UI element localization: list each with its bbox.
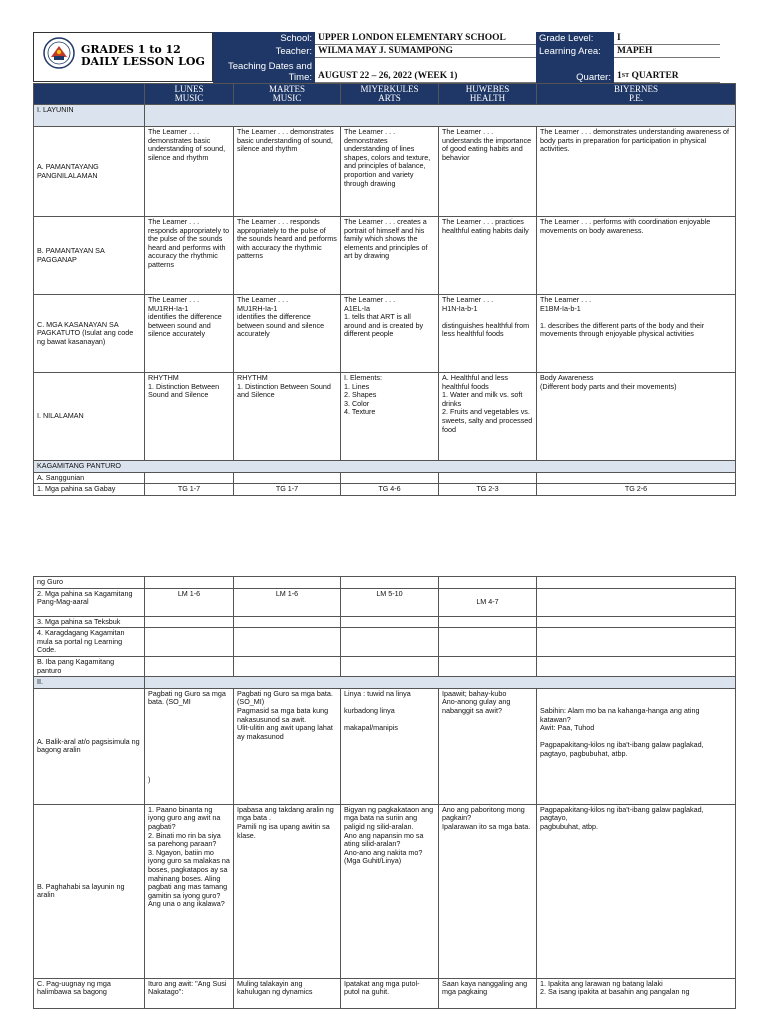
table-cell: LM 1-6 xyxy=(145,588,234,616)
table-cell: Linya : tuwid na linya kurbadong linya makapal/manipis xyxy=(341,688,439,804)
lm-row xyxy=(34,588,736,616)
table-cell: Bigyan ng pagkakataon ang mga bata na suriin ang paligid ng silid-aralan. Ano ang napansin mo sa ating silid-aralan? Ano-ano ang nakita mo? (Mga Guhit/Linya) xyxy=(341,804,439,978)
school-label: School: xyxy=(213,32,315,45)
gabay-label: 1. Mga pahina sa Gabay xyxy=(34,484,145,496)
table-cell: The Learner . . . performs with coordination enjoyable movements on body awareness. xyxy=(537,217,736,295)
day-header-monday xyxy=(145,84,234,105)
pag-uugnay-label: C. Pag-uugnay ng mga halimbawa sa bagong xyxy=(34,978,145,1008)
table-cell: 1. Paano binanta ng iyong guro ang awit na pagbati? 2. Binati mo rin ba siya sa parehong paraan? 3. Ngayon, batiin mo iyong guro sa malakas na boses, pagkatapos ay sa mahinang boses. Aling pagbati ang mas tamang gamitin sa iyong guro? Ang una o ang ikalawa? xyxy=(145,804,234,978)
table-cell: LM 5-10 xyxy=(341,588,439,616)
gabay-label-continued: ng Guro xyxy=(34,577,145,589)
table-cell xyxy=(145,656,234,676)
header-info-table xyxy=(213,32,720,83)
mga-kasanayan-label: C. MGA KASANAYAN SA PAGKATUTO (Isulat ang code ng bawat kasanayan) xyxy=(34,295,145,373)
table-cell: The Learner . . . MU1RH-Ia-1 identifies the difference between sound and silence accurately xyxy=(234,295,341,373)
kagamitang-panturo-row xyxy=(34,461,736,473)
row-nilalaman xyxy=(34,373,736,461)
quarter-suffix: ST xyxy=(621,73,630,79)
pamantayan-sa-pagganap-label: B. PAMANTAYAN SA PAGGANAP xyxy=(34,217,145,295)
table-cell xyxy=(537,588,736,616)
table-cell: Ipatakat ang mga putol-putol na guhit. xyxy=(341,978,439,1008)
day-name: MARTES xyxy=(269,84,305,94)
table-cell: The Learner . . . demonstrates understanding of lines shapes, colors and texture, and principles of balance, proportion and variety through drawing xyxy=(341,127,439,217)
table-cell: Sabihin: Alam mo ba na kahanga-hanga ang ating katawan? Awit: Paa, Tuhod Pagpapakitang-kilos ng iba't-ibang galaw paglakad, pagtayo, pagbubuhat, atbp. xyxy=(537,688,736,804)
table-cell: TG 2-6 xyxy=(537,484,736,496)
day-name: HUWEBES xyxy=(465,84,510,94)
table-cell xyxy=(537,616,736,628)
table-cell: LM 1-6 xyxy=(234,588,341,616)
table-cell: The Learner . . . A1EL-Ia 1. tells that ART is all around and is created by different people xyxy=(341,295,439,373)
layunin-row xyxy=(34,105,736,127)
layunin-label: I. LAYUNIN xyxy=(34,105,145,127)
table-cell: Ano ang paboritong mong pagkain? Ipalarawan ito sa mga bata. xyxy=(439,804,537,978)
lesson-log-table-page1 xyxy=(33,83,736,496)
dll-title-line1: GRADES 1 to 12 xyxy=(81,43,181,56)
karagdagang-label: 4. Karagdagang Kagamitan mula sa portal ng Learning Code. xyxy=(34,628,145,657)
table-cell: Ipaawit; bahay-kubo Ano-anong gulay ang nabanggit sa awit? xyxy=(439,688,537,804)
table-cell: LM 4-7 xyxy=(439,588,537,616)
row-pamantayang-pangnilalaman xyxy=(34,127,736,217)
balik-aral-row xyxy=(34,688,736,804)
table-cell: I. Elements: 1. Lines 2. Shapes 3. Color 4. Texture xyxy=(341,373,439,461)
table-cell xyxy=(145,577,234,589)
quarter-number: 1 xyxy=(617,71,622,81)
gabay-continued-row xyxy=(34,577,736,589)
table-cell xyxy=(439,656,537,676)
sanggunian-label: A. Sanggunian xyxy=(34,472,145,484)
teacher-value: WILMA MAY J. SUMAMPONG xyxy=(315,45,536,58)
iba-pang-row xyxy=(34,656,736,676)
table-cell xyxy=(537,656,736,676)
table-cell xyxy=(537,577,736,589)
table-cell: Ituro ang awit: "Ang Susi Nakatago": xyxy=(145,978,234,1008)
table-cell: 1. Ipakita ang larawan ng batang lalaki 2. Sa isang ipakita at basahin ang pangalan ng xyxy=(537,978,736,1008)
table-cell xyxy=(341,656,439,676)
row-pamantayan-sa-pagganap xyxy=(34,217,736,295)
day-name: LUNES xyxy=(174,84,204,94)
balik-aral-label: A. Balik-aral at/o pagsisimula ng bagong aralin xyxy=(34,688,145,804)
table-cell: The Learner . . . demonstrates basic understanding of sound, silence and rhythm xyxy=(234,127,341,217)
table-cell: The Learner . . . understands the importance of good eating habits and behavior xyxy=(439,127,537,217)
table-cell xyxy=(145,616,234,628)
table-cell: Pagpapakitang-kilos ng iba't-ibang galaw paglakad, pagtayo, pagbubuhat, atbp. xyxy=(537,804,736,978)
day-header-blank xyxy=(34,84,145,105)
day-header-wednesday xyxy=(341,84,439,105)
dll-header xyxy=(33,32,733,82)
table-cell: A. Healthful and less healthful foods 1. Water and milk vs. soft drinks 2. Fruits and vegetables vs. sweets, salty and processed food xyxy=(439,373,537,461)
table-cell xyxy=(234,472,341,484)
logo-title-box xyxy=(33,32,213,82)
day-header-friday xyxy=(537,84,736,105)
karagdagang-row xyxy=(34,628,736,657)
table-cell: Ipabasa ang takdang aralin ng mga bata . Pamili ng isa upang awitin sa klase. xyxy=(234,804,341,978)
grade-value: I xyxy=(614,32,720,45)
day-subject: ARTS xyxy=(378,93,401,103)
paghahabi-label: B. Paghahabi sa layunin ng aralin xyxy=(34,804,145,978)
table-cell xyxy=(439,616,537,628)
table-cell: The Learner . . . E1BM-Ia-b-1 1. describes the different parts of the body and their movements through enjoyable physical activities xyxy=(537,295,736,373)
table-cell: The Learner . . . creates a portrait of himself and his family which shows the elements and principles of art by drawing xyxy=(341,217,439,295)
grade-label: Grade Level: xyxy=(536,32,614,45)
day-subject: MUSIC xyxy=(272,93,302,103)
table-cell xyxy=(341,472,439,484)
table-cell: TG 1-7 xyxy=(234,484,341,496)
table-cell: The Learner . . . MU1RH-Ia-1 identifies the difference between sound and silence accurately xyxy=(145,295,234,373)
table-cell: Pagbati ng Guro sa mga bata. (SO_MI ) xyxy=(145,688,234,804)
quarter-label: Quarter: xyxy=(536,58,614,83)
layunin-empty xyxy=(145,105,736,127)
deped-seal-icon xyxy=(43,37,75,69)
table-cell: RHYTHM 1. Distinction Between Sound and Silence xyxy=(145,373,234,461)
table-cell xyxy=(234,628,341,657)
table-cell xyxy=(439,472,537,484)
table-cell: The Learner . . . responds appropriately to the pulse of the sounds heard and performs with accuracy the rhythmic patterns xyxy=(234,217,341,295)
table-cell: The Learner . . . responds appropriately to the pulse of the sounds heard and performs with accuracy the rhythmic patterns xyxy=(145,217,234,295)
table-cell xyxy=(439,628,537,657)
table-cell xyxy=(439,577,537,589)
table-cell: The Learner . . . H1N-Ia-b-1 distinguishes healthful from less healthful foods xyxy=(439,295,537,373)
day-header-thursday xyxy=(439,84,537,105)
table-cell: Saan kaya nanggaling ang mga pagkaing xyxy=(439,978,537,1008)
table-cell xyxy=(145,472,234,484)
table-cell: TG 1-7 xyxy=(145,484,234,496)
quarter-value xyxy=(614,58,720,83)
lesson-log-table-page2 xyxy=(33,576,736,1009)
table-cell: Pagbati ng Guro sa mga bata. (SO_MI) Pagmasid sa mga bata kung nakasusunod sa awit. Ulit-ulitin ang awit upang lahat ay makasunod xyxy=(234,688,341,804)
dates-value: AUGUST 22 – 26, 2022 (WEEK 1) xyxy=(315,58,536,83)
teacher-label: Teacher: xyxy=(213,45,315,58)
dates-label: Teaching Dates and Time: xyxy=(213,58,315,83)
sanggunian-row xyxy=(34,472,736,484)
paghahabi-row xyxy=(34,804,736,978)
quarter-word: QUARTER xyxy=(631,71,679,81)
teksbuk-label: 3. Mga pahina sa Teksbuk xyxy=(34,616,145,628)
table-cell xyxy=(341,628,439,657)
gabay-row xyxy=(34,484,736,496)
table-cell xyxy=(145,628,234,657)
table-cell: The Learner . . . demonstrates understanding awareness of body parts in preparation for participation in physical activities. xyxy=(537,127,736,217)
table-cell xyxy=(341,577,439,589)
area-label: Learning Area: xyxy=(536,45,614,58)
table-cell xyxy=(537,472,736,484)
iba-pang-label: B. Iba pang Kagamitang panturo xyxy=(34,656,145,676)
table-cell xyxy=(234,616,341,628)
dll-title xyxy=(81,44,205,68)
section-ii-row xyxy=(34,677,736,689)
nilalaman-label: I. NILALAMAN xyxy=(34,373,145,461)
teksbuk-row xyxy=(34,616,736,628)
lm-label: 2. Mga pahina sa Kagamitang Pang-Mag-aaral xyxy=(34,588,145,616)
row-mga-kasanayan xyxy=(34,295,736,373)
day-subject: MUSIC xyxy=(174,93,204,103)
table-cell: The Learner . . . practices healthful eating habits daily xyxy=(439,217,537,295)
table-cell xyxy=(341,616,439,628)
table-cell xyxy=(234,656,341,676)
day-name: BIYERNES xyxy=(613,84,658,94)
table-cell xyxy=(537,628,736,657)
table-cell: Muling talakayin ang kahulugan ng dynamics xyxy=(234,978,341,1008)
table-cell xyxy=(234,577,341,589)
day-subject: HEALTH xyxy=(469,93,506,103)
day-header-row xyxy=(34,84,736,105)
table-cell: Body Awareness (Different body parts and their movements) xyxy=(537,373,736,461)
day-subject: P.E. xyxy=(628,93,643,103)
table-cell: TG 4-6 xyxy=(341,484,439,496)
day-header-tuesday xyxy=(234,84,341,105)
table-cell: The Learner . . . demonstrates basic understanding of sound, silence and rhythm xyxy=(145,127,234,217)
area-value: MAPEH xyxy=(614,45,720,58)
school-value: UPPER LONDON ELEMENTARY SCHOOL xyxy=(315,32,536,45)
pamantayang-pangnilalaman-label: A. PAMANTAYANG PANGNILALAMAN xyxy=(34,127,145,217)
table-cell: RHYTHM 1. Distinction Between Sound and Silence xyxy=(234,373,341,461)
section-ii-empty xyxy=(145,677,736,689)
table-cell: TG 2-3 xyxy=(439,484,537,496)
dll-title-line2: DAILY LESSON LOG xyxy=(81,55,205,68)
kagamitang-panturo-label: KAGAMITANG PANTURO xyxy=(34,461,736,473)
section-ii-label: II. xyxy=(34,677,145,689)
pag-uugnay-row xyxy=(34,978,736,1008)
day-name: MIYERKULES xyxy=(360,84,419,94)
